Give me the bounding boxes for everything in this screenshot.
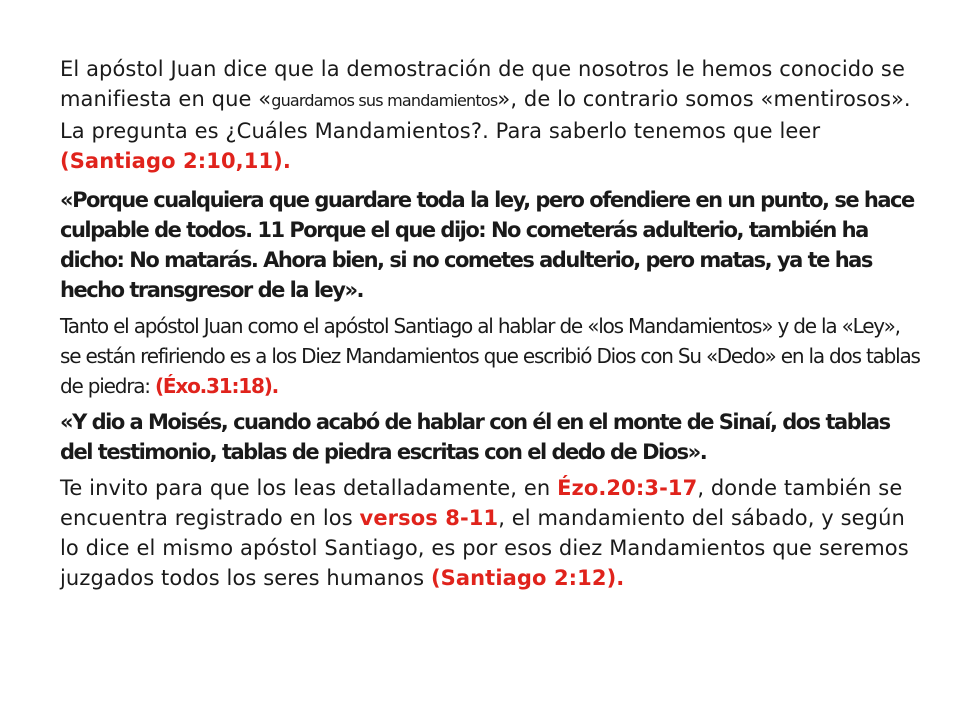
- reference-santiago-2-12: (Santiago 2:12).: [430, 566, 625, 590]
- intro-quote: guardamos sus mandamientos: [271, 91, 498, 110]
- invitation-text-3: , el mandamiento del sábado, y según lo dice el mismo apóstol Santiago, es por esos diez Mandamientos que seremos juzgados todos los seres humanos: [60, 506, 909, 590]
- reference-exodo-31-18: (Éxo.31:18).: [154, 374, 279, 398]
- paragraph-intro: [60, 54, 920, 176]
- intro-text-2: », de lo contrario somos «mentirosos». La pregunta es ¿Cuáles Mandamientos?. Para saberlo tenemos que leer: [60, 87, 911, 143]
- invitation-text-1: Te invito para que los leas detalladamente, en: [60, 476, 558, 500]
- slide-content: [60, 54, 920, 593]
- reference-versos-8-11: versos 8-11: [359, 506, 499, 530]
- paragraph-santiago-quote: «Porque cualquiera que guardare toda la ley, pero ofendiere en un punto, se hace culpable de todos. 11 Porque el que dijo: No cometerás adulterio, también ha dicho: No matarás. Ahora bien, si no cometes adulterio, pero matas, ya te has hecho transgresor de la ley».: [60, 188, 914, 302]
- reference-exodo-20-3-17: Ézo.20:3-17: [557, 476, 698, 500]
- paragraph-exodo-quote: «Y dio a Moisés, cuando acabó de hablar con él en el monte de Sinaí, dos tablas del testimonio, tablas de piedra escritas con el dedo de Dios».: [60, 410, 890, 464]
- invitation-text-2: , donde también se encuentra registrado en los: [60, 476, 903, 530]
- paragraph-invitation: [60, 473, 920, 593]
- paragraph-explanation: [60, 311, 920, 401]
- intro-text-1: El apóstol Juan dice que la demostración de que nosotros le hemos conocido se manifiesta en que «: [60, 57, 905, 111]
- reference-santiago-2-10-11: (Santiago 2:10,11).: [60, 149, 291, 173]
- explanation-text: Tanto el apóstol Juan como el apóstol Santiago al hablar de «los Mandamientos» y de la «Ley», se están refiriendo es a los Diez Mandamientos que escribió Dios con Su «Dedo» en la dos tablas de piedra:: [60, 314, 920, 398]
